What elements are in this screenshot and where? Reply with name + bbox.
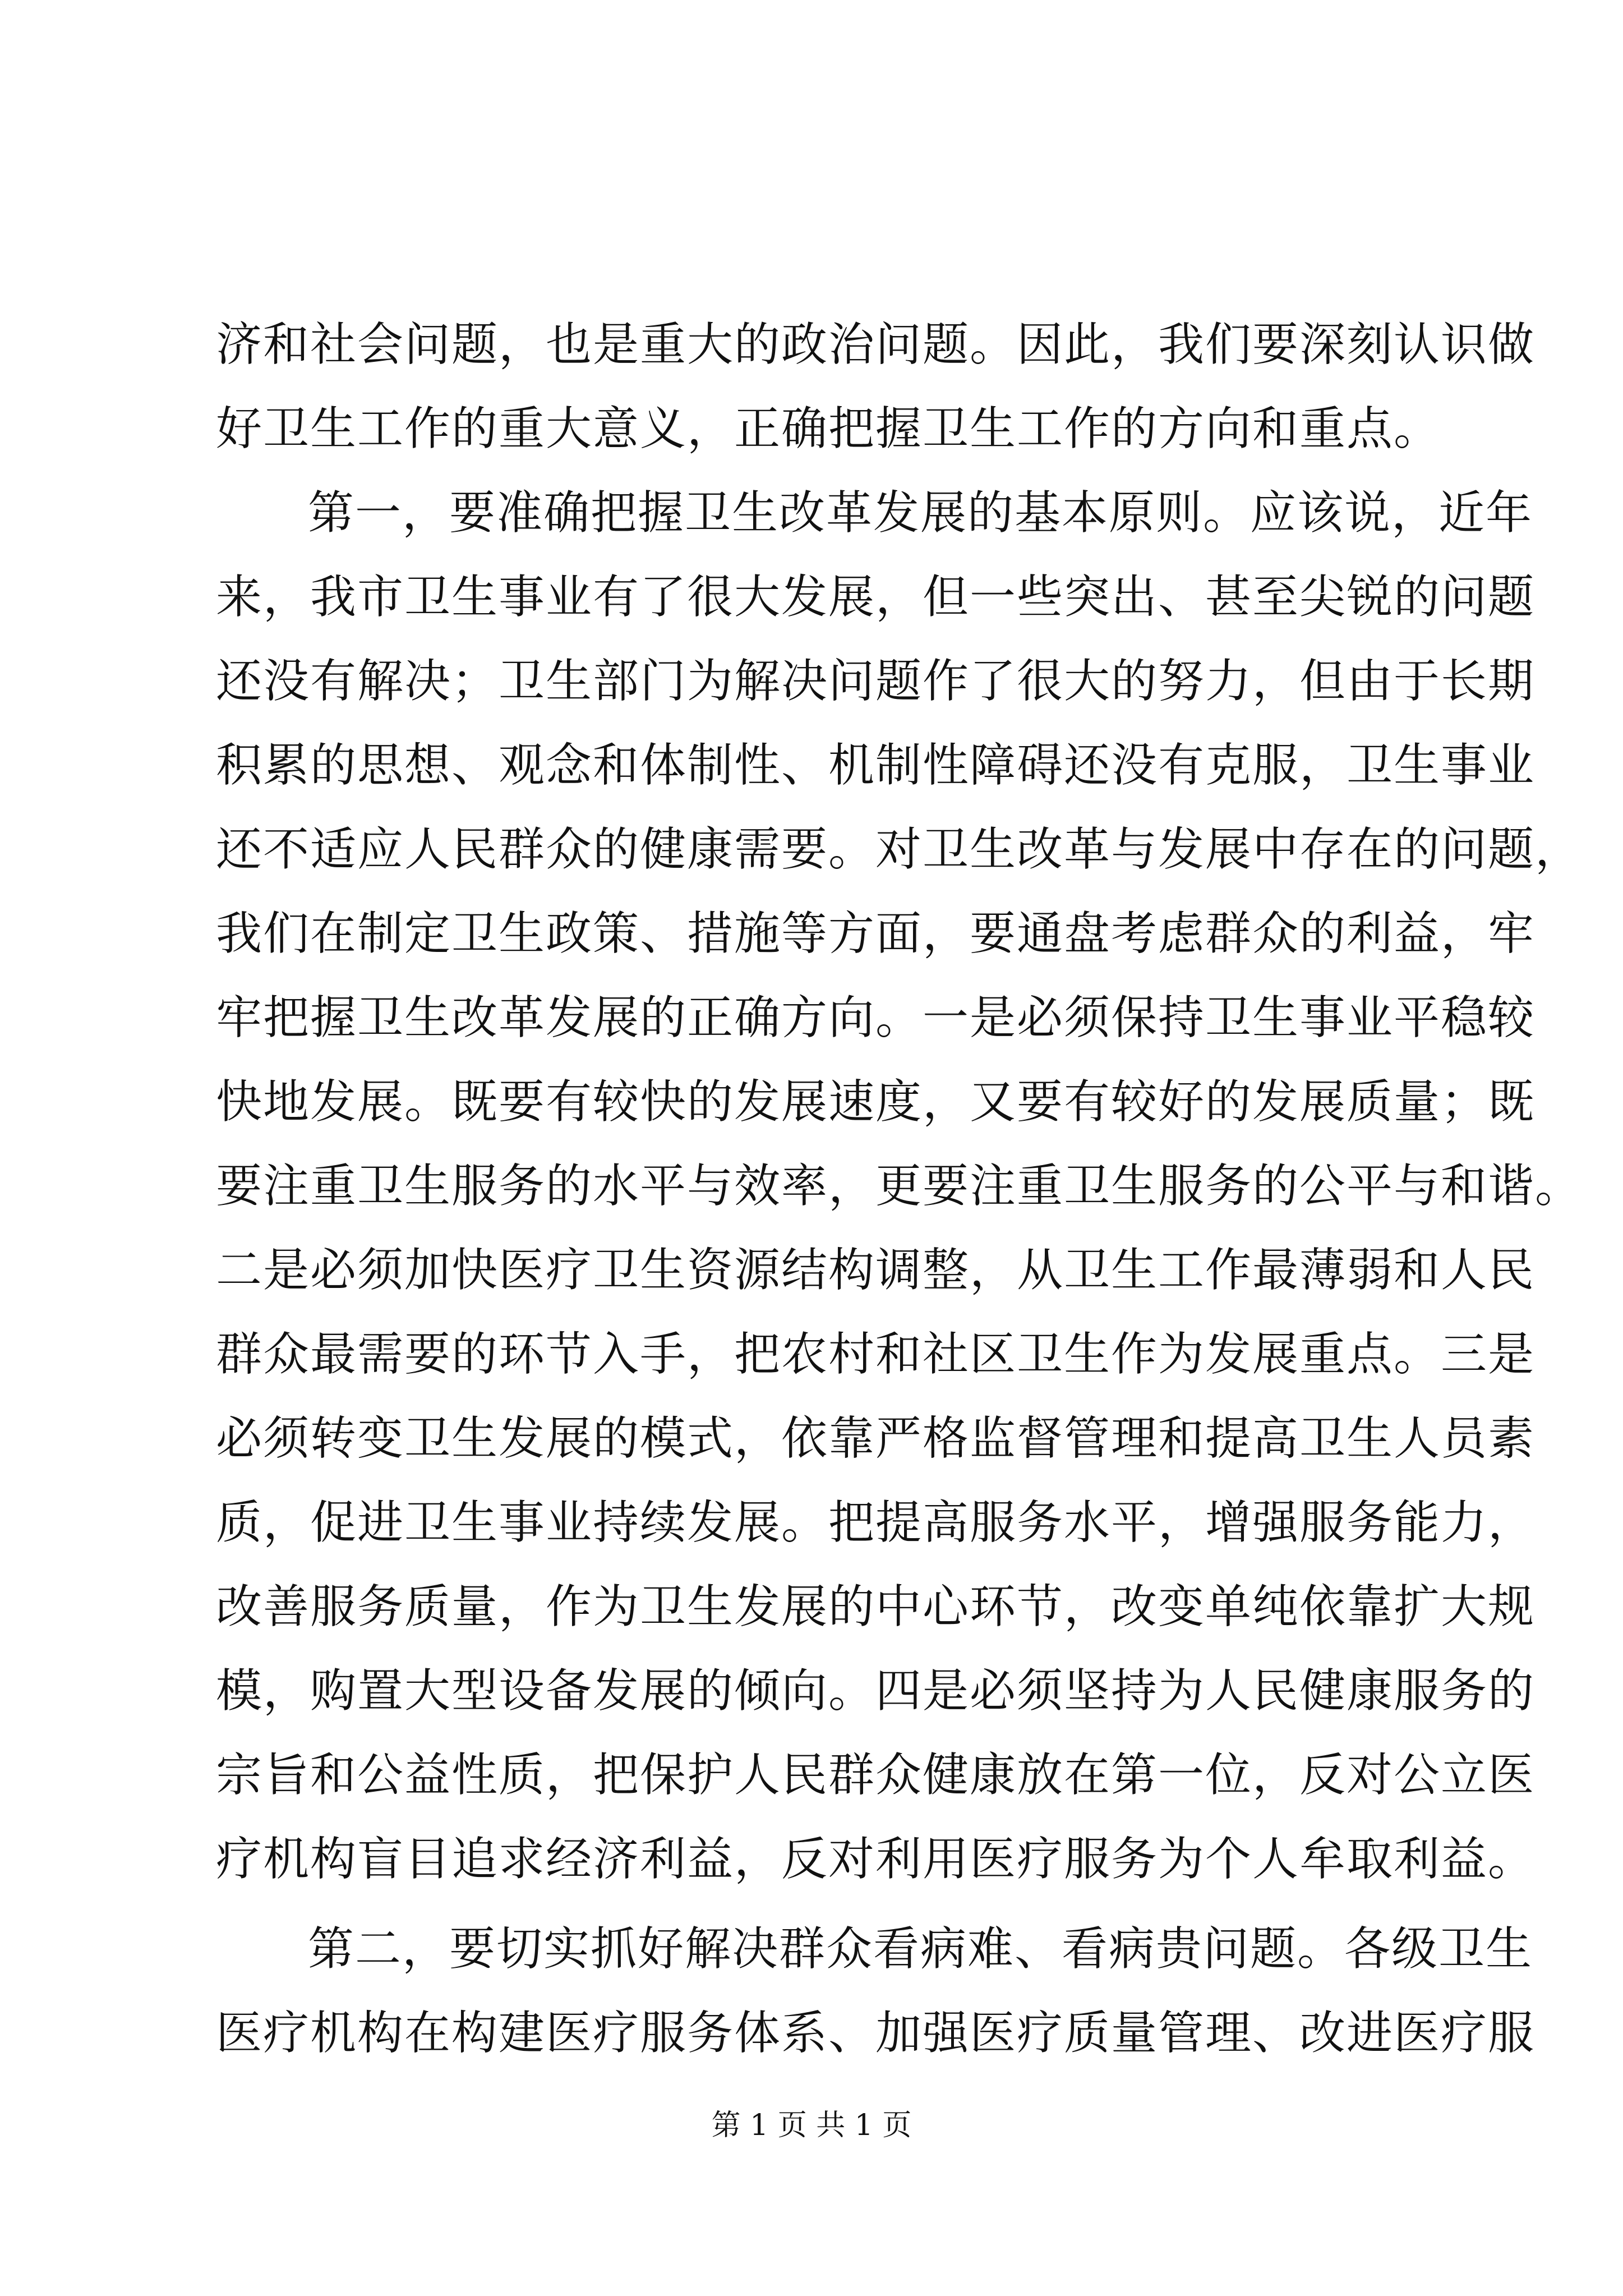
text-line: 积累的思想、观念和体制性、机制性障碍还没有克服，卫生事业 (216, 739, 1536, 792)
text-line: 医疗机构在构建医疗服务体系、加强医疗质量管理、改进医疗服 (216, 2007, 1536, 2060)
paragraph-first-line: 第二，要切实抓好解决群众看病难、看病贵问题。各级卫生 (308, 1922, 1533, 1976)
text-line: 必须转变卫生发展的模式，依靠严格监督管理和提高卫生人员素 (216, 1412, 1536, 1465)
text-line: 群众最需要的环节入手，把农村和社区卫生作为发展重点。三是 (216, 1328, 1536, 1381)
text-line: 宗旨和公益性质，把保护人民群众健康放在第一位，反对公立医 (216, 1749, 1536, 1802)
text-line: 要注重卫生服务的水平与效率，更要注重卫生服务的公平与和谐。 (216, 1159, 1583, 1213)
text-line: 疗机构盲目追求经济利益，反对利用医疗服务为个人牟取利益。 (216, 1833, 1536, 1886)
text-line: 还没有解决；卫生部门为解决问题作了很大的努力，但由于长期 (216, 655, 1536, 708)
text-line: 济和社会问题，也是重大的政治问题。因此，我们要深刻认识做 (216, 318, 1536, 371)
text-line: 质，促进卫生事业持续发展。把提高服务水平，增强服务能力， (216, 1496, 1536, 1549)
text-line: 牢把握卫生改革发展的正确方向。一是必须保持卫生事业平稳较 (216, 991, 1536, 1045)
paragraph-first-line: 第一，要准确把握卫生改革发展的基本原则。应该说，近年 (308, 486, 1533, 540)
text-line: 我们在制定卫生政策、措施等方面，要通盘考虑群众的利益，牢 (216, 907, 1536, 960)
page-footer: 第 1 页 共 1 页 (711, 2109, 912, 2142)
text-line: 来，我市卫生事业有了很大发展，但一些突出、甚至尖锐的问题 (216, 570, 1536, 624)
text-line: 二是必须加快医疗卫生资源结构调整，从卫生工作最薄弱和人民 (216, 1244, 1536, 1297)
text-line: 改善服务质量，作为卫生发展的中心环节，改变单纯依靠扩大规 (216, 1580, 1536, 1634)
text-line: 快地发展。既要有较快的发展速度，又要有较好的发展质量；既 (216, 1075, 1536, 1129)
text-line: 模，购置大型设备发展的倾向。四是必须坚持为人民健康服务的 (216, 1664, 1536, 1718)
text-line: 好卫生工作的重大意义，正确把握卫生工作的方向和重点。 (216, 402, 1441, 455)
text-line: 还不适应人民群众的健康需要。对卫生改革与发展中存在的问题， (216, 823, 1583, 876)
